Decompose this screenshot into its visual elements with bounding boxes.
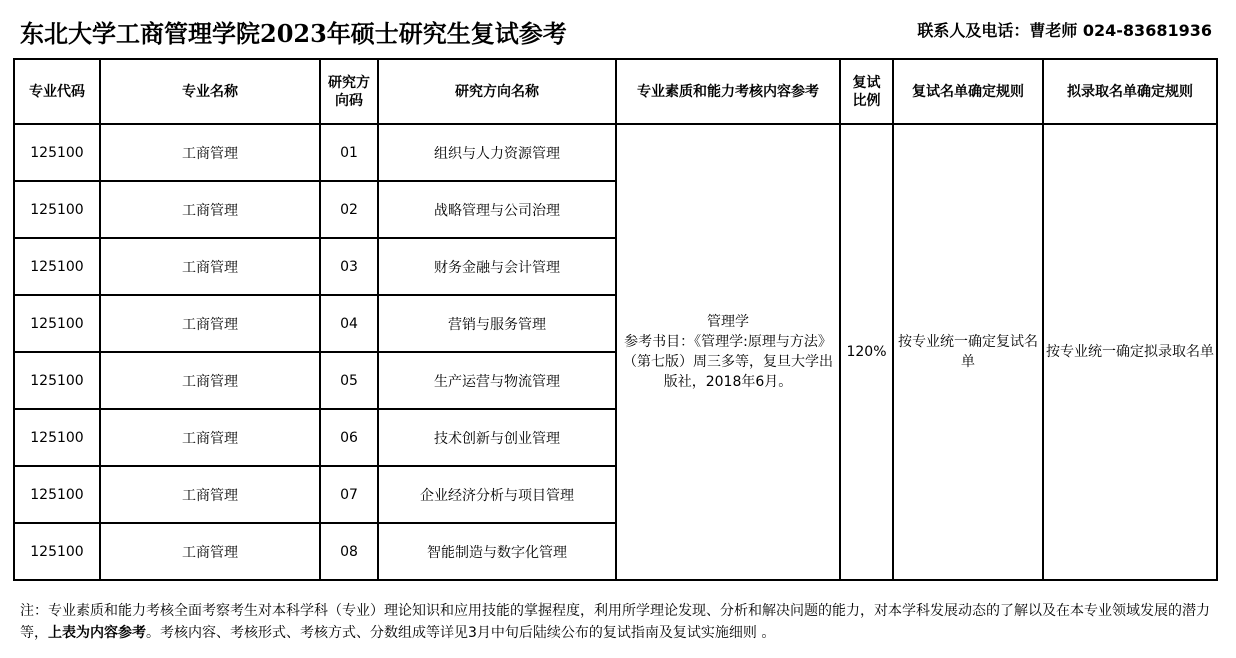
cell-assessment (616, 124, 840, 580)
cell-major: 工商管理 (100, 466, 320, 523)
cell-dir-name: 战略管理与公司治理 (378, 181, 616, 238)
col-header-dir-name: 研究方向名称 (378, 59, 616, 124)
cell-dir-name: 智能制造与数字化管理 (378, 523, 616, 580)
contact-info: 联系人及电话：曹老师 024-83681936 (917, 21, 1212, 40)
col-header-dir-code-text: 研究方 向码 (328, 74, 370, 109)
cell-major: 工商管理 (100, 409, 320, 466)
cell-admit-rule: 按专业统一确定拟录取名单 (1043, 124, 1217, 580)
cell-dir-code: 07 (320, 466, 378, 523)
cell-retest-rule: 按专业统一确定复试名单 (893, 124, 1043, 580)
cell-major: 工商管理 (100, 523, 320, 580)
cell-dir-code: 02 (320, 181, 378, 238)
cell-code: 125100 (14, 181, 100, 238)
col-header-code: 专业代码 (14, 59, 100, 124)
cell-code: 125100 (14, 352, 100, 409)
footnote-text-end: 。考核内容、考核形式、考核方式、分数组成等详见3月中旬后陆续公布的复试指南及复试实施细则 。 (146, 625, 776, 641)
cell-code: 125100 (14, 466, 100, 523)
footnote-text: 注：专业素质和能力考核全面考察考生对本科学科（专业）理论知识和应用技能的掌握程度，利用所学理论发现、分析和解决问题的能力，对本学科发展动态的了解以及在本专业领域发展的潜力等， (20, 603, 1210, 641)
cell-code: 125100 (14, 409, 100, 466)
cell-dir-name: 技术创新与创业管理 (378, 409, 616, 466)
col-header-retest-rule: 复试名单确定规则 (893, 59, 1043, 124)
retest-table (13, 58, 1218, 581)
col-header-dir-code (320, 59, 378, 124)
cell-code: 125100 (14, 523, 100, 580)
col-header-assessment: 专业素质和能力考核内容参考 (616, 59, 840, 124)
col-header-admit-rule: 拟录取名单确定规则 (1043, 59, 1217, 124)
cell-dir-code: 05 (320, 352, 378, 409)
cell-dir-code: 03 (320, 238, 378, 295)
cell-dir-code: 08 (320, 523, 378, 580)
cell-dir-name: 财务金融与会计管理 (378, 238, 616, 295)
assessment-text: 管理学 参考书目：《管理学:原理与方法》（第七版）周三多等，复旦大学出版社，2018年6月。 (623, 314, 833, 390)
cell-major: 工商管理 (100, 352, 320, 409)
cell-major: 工商管理 (100, 181, 320, 238)
cell-major: 工商管理 (100, 124, 320, 181)
col-header-ratio-text: 复试 比例 (852, 74, 881, 109)
cell-code: 125100 (14, 295, 100, 352)
page-header (0, 0, 1236, 58)
footnote (20, 600, 1220, 644)
cell-code: 125100 (14, 238, 100, 295)
table-header-row (14, 59, 1217, 124)
cell-dir-name: 企业经济分析与项目管理 (378, 466, 616, 523)
page-title: 东北大学工商管理学院2023年硕士研究生复试参考 (20, 19, 567, 48)
col-header-ratio (840, 59, 893, 124)
cell-dir-code: 01 (320, 124, 378, 181)
cell-dir-name: 生产运营与物流管理 (378, 352, 616, 409)
cell-dir-name: 组织与人力资源管理 (378, 124, 616, 181)
footnote-emphasis: 上表为内容参考 (48, 625, 146, 641)
cell-dir-name: 营销与服务管理 (378, 295, 616, 352)
cell-major: 工商管理 (100, 295, 320, 352)
cell-dir-code: 06 (320, 409, 378, 466)
cell-dir-code: 04 (320, 295, 378, 352)
col-header-major: 专业名称 (100, 59, 320, 124)
cell-code: 125100 (14, 124, 100, 181)
table-row (14, 124, 1217, 181)
cell-ratio: 120% (840, 124, 893, 580)
cell-major: 工商管理 (100, 238, 320, 295)
